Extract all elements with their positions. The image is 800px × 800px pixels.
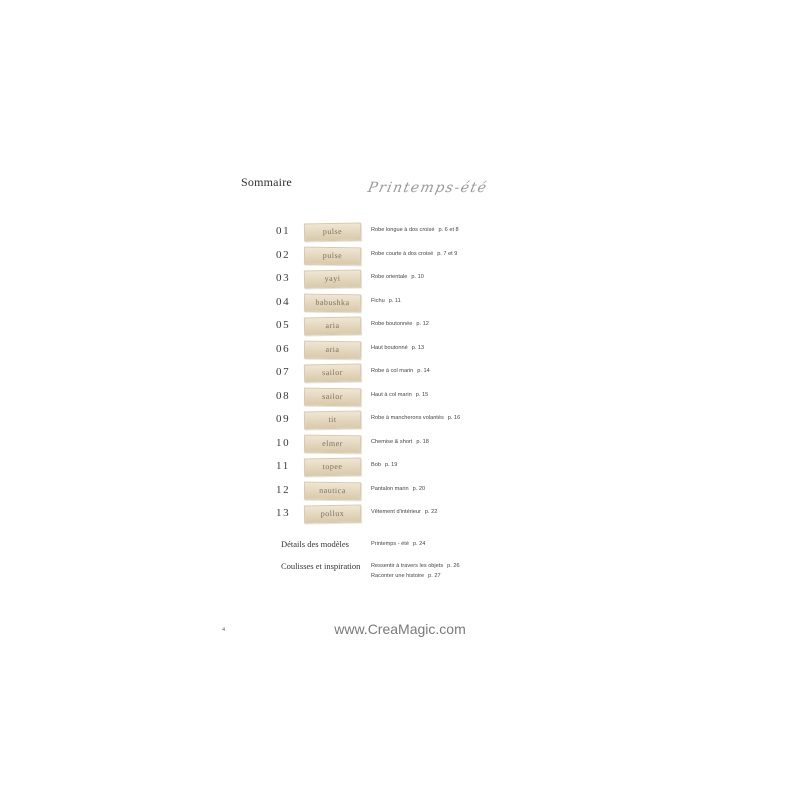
page-title: Sommaire bbox=[241, 175, 292, 189]
pattern-name-tag: aria bbox=[304, 317, 361, 336]
contents-entry bbox=[218, 222, 618, 242]
entry-description: Robe boutonnée p. 12 bbox=[371, 321, 429, 327]
watermark-text: www.CreaMagic.com bbox=[334, 621, 466, 637]
entry-number: 09 bbox=[276, 413, 291, 425]
pattern-name-tag: sailor bbox=[304, 364, 361, 383]
entry-page: p. 16 bbox=[447, 415, 461, 421]
magazine-page bbox=[218, 150, 618, 640]
entry-number: 01 bbox=[276, 225, 291, 237]
entry-number: 06 bbox=[276, 342, 291, 355]
entry-description: Robe courte à dos croisé p. 7 et 9 bbox=[371, 250, 458, 257]
contents-entry bbox=[218, 410, 618, 430]
pattern-name-tag: tit bbox=[304, 411, 361, 430]
entry-description: Pantalon marin p. 20 bbox=[371, 485, 426, 492]
entry-page: p. 10 bbox=[411, 274, 424, 280]
contents-entry bbox=[218, 293, 618, 313]
coulisses-item: Raconter une histoire p. 27 bbox=[371, 573, 441, 579]
contents-entry bbox=[218, 504, 618, 524]
contents-entry bbox=[218, 316, 618, 336]
pattern-name-tag: sailor bbox=[304, 387, 361, 406]
entry-description: Robe à col marin p. 14 bbox=[371, 368, 430, 374]
contents-entry bbox=[218, 246, 618, 266]
contents-entry bbox=[218, 340, 618, 360]
entry-page: p. 11 bbox=[388, 297, 401, 304]
entry-number: 05 bbox=[276, 319, 291, 331]
pattern-name-tag: babushka bbox=[304, 293, 361, 312]
entry-page: p. 19 bbox=[384, 462, 398, 468]
pattern-name-tag: elmer bbox=[304, 434, 361, 453]
entry-page: p. 7 et 9 bbox=[437, 250, 458, 257]
entry-number: 02 bbox=[276, 248, 291, 261]
page-number: 4 bbox=[222, 627, 225, 633]
entry-page: p. 12 bbox=[416, 321, 429, 327]
entry-description: Fichu p. 11 bbox=[371, 297, 401, 304]
entry-number: 12 bbox=[276, 483, 291, 496]
pattern-name-tag: nautica bbox=[304, 481, 361, 500]
entry-page: p. 15 bbox=[415, 391, 429, 398]
entry-page: p. 20 bbox=[412, 485, 426, 492]
contents-entry bbox=[218, 457, 618, 477]
entry-number: 04 bbox=[276, 295, 291, 308]
entry-number: 07 bbox=[276, 366, 291, 378]
entry-description: Robe à mancherons volantés p. 16 bbox=[371, 415, 461, 421]
entry-description: Chemise & short p. 18 bbox=[371, 438, 429, 445]
entry-description: Vêtement d'intérieur p. 22 bbox=[371, 509, 438, 515]
coulisses-item: Ressentir à travers les objets p. 26 bbox=[371, 563, 460, 569]
entry-description: Robe longue à dos croisé p. 6 et 8 bbox=[371, 227, 459, 233]
entry-number: 10 bbox=[276, 436, 291, 449]
pattern-name-tag: pulse bbox=[304, 223, 361, 242]
entry-number: 11 bbox=[276, 460, 290, 472]
pattern-name-tag: topee bbox=[304, 458, 361, 477]
pattern-name-tag: yayi bbox=[304, 270, 361, 289]
contents-entry bbox=[218, 363, 618, 383]
pattern-name-tag: pollux bbox=[304, 505, 361, 524]
entry-number: 13 bbox=[276, 507, 291, 519]
entry-number: 03 bbox=[276, 272, 291, 284]
details-desc: Printemps - été p. 24 bbox=[371, 541, 426, 547]
contents-entry bbox=[218, 269, 618, 289]
entry-page: p. 22 bbox=[424, 509, 438, 515]
pattern-name-tag: aria bbox=[304, 340, 361, 359]
entry-page: p. 6 et 8 bbox=[438, 227, 459, 233]
entry-description: Robe orientale p. 10 bbox=[371, 274, 424, 280]
entry-number: 08 bbox=[276, 389, 291, 402]
contents-entry bbox=[218, 481, 618, 501]
entry-description: Haut à col marin p. 15 bbox=[371, 391, 429, 398]
details-label: Détails des modèles bbox=[281, 539, 349, 549]
coulisses-label: Coulisses et inspiration bbox=[281, 561, 361, 571]
entry-description: Haut boutonné p. 13 bbox=[371, 344, 425, 351]
entry-page: p. 13 bbox=[411, 344, 425, 351]
entry-page: p. 14 bbox=[417, 368, 430, 374]
entry-page: p. 18 bbox=[416, 438, 429, 445]
contents-entry bbox=[218, 434, 618, 454]
contents-entry bbox=[218, 387, 618, 407]
entry-description: Bob p. 19 bbox=[371, 462, 398, 468]
section-subtitle: Printemps-été bbox=[366, 180, 490, 196]
pattern-name-tag: pulse bbox=[304, 246, 361, 265]
